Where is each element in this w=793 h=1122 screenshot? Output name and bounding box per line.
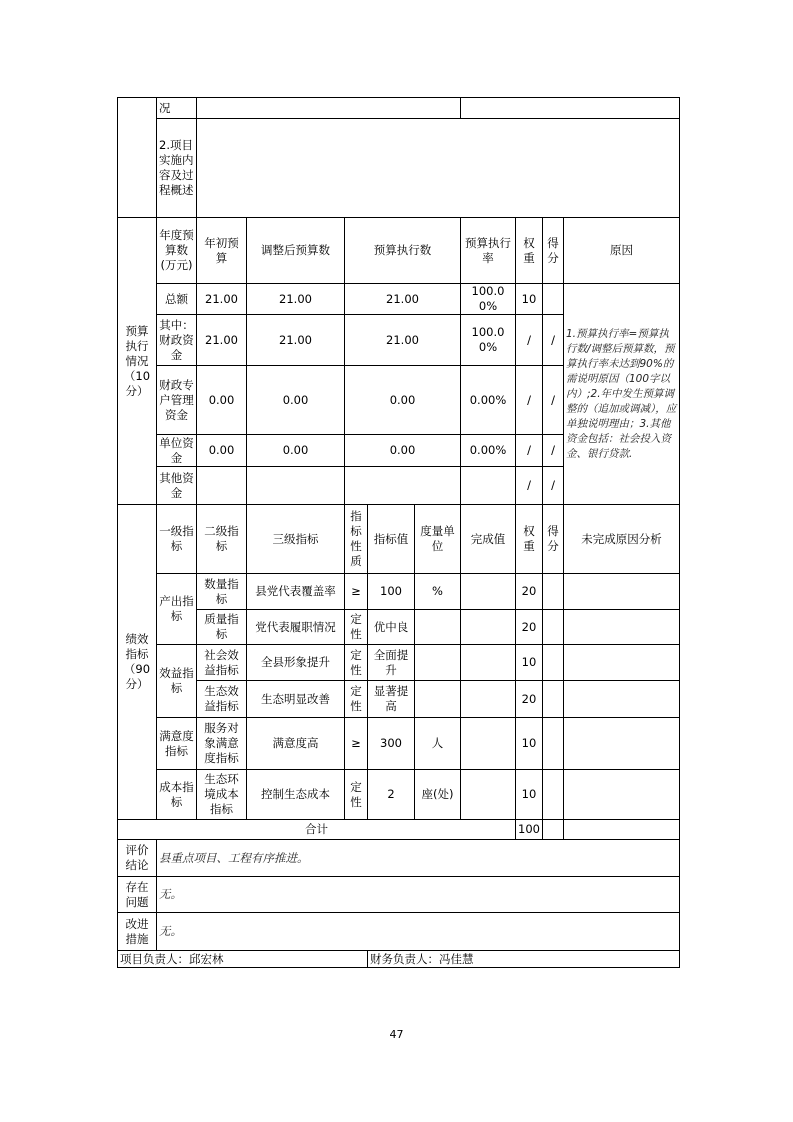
level2-indicator: 生态效益指标 <box>197 681 247 718</box>
weight: / <box>516 315 543 366</box>
reason <box>564 610 680 645</box>
level1-indicator: 产出指标 <box>157 574 197 645</box>
total-row <box>118 820 680 840</box>
executed-budget: 0.00 <box>345 366 461 435</box>
header-cell: 二级指标 <box>197 505 247 574</box>
score <box>543 718 564 770</box>
budget-row <box>118 284 680 315</box>
level3-indicator: 全县形象提升 <box>247 645 345 681</box>
header-cell: 原因 <box>564 218 680 284</box>
level2-indicator: 社会效益指标 <box>197 645 247 681</box>
adjusted-budget: 0.00 <box>247 366 345 435</box>
indicator-row <box>118 681 680 718</box>
level3-indicator: 控制生态成本 <box>247 770 345 820</box>
conclusion-label: 评价结论 <box>118 840 157 877</box>
level2-indicator: 质量指标 <box>197 610 247 645</box>
completion-value <box>461 574 516 610</box>
weight: 20 <box>516 610 543 645</box>
conclusion-text: 县重点项目、工程有序推进。 <box>157 840 680 877</box>
completion-value <box>461 681 516 718</box>
unit: 座(处) <box>415 770 461 820</box>
total-weight: 100 <box>516 820 543 840</box>
indicator-row <box>118 770 680 820</box>
indicator-nature: ≥ <box>345 574 368 610</box>
improvements-label: 改进措施 <box>118 913 157 951</box>
score <box>543 645 564 681</box>
indicator-value: 100 <box>368 574 415 610</box>
adjusted-budget: 21.00 <box>247 315 345 366</box>
row-label: 财政专户管理资金 <box>157 366 197 435</box>
executed-budget: 21.00 <box>345 284 461 315</box>
level3-indicator: 县党代表覆盖率 <box>247 574 345 610</box>
level2-indicator: 数量指标 <box>197 574 247 610</box>
implementation-content <box>197 119 680 218</box>
weight: 10 <box>516 645 543 681</box>
unit: 人 <box>415 718 461 770</box>
level1-indicator: 效益指标 <box>157 645 197 718</box>
header-cell: 指标性质 <box>345 505 368 574</box>
completion-value <box>461 770 516 820</box>
indicator-nature: 定性 <box>345 645 368 681</box>
weight: 20 <box>516 681 543 718</box>
page-number: 47 <box>389 1028 404 1041</box>
blank-cell <box>564 820 680 840</box>
level1-indicator: 满意度指标 <box>157 718 197 770</box>
weight: 20 <box>516 574 543 610</box>
score: / <box>543 467 564 505</box>
blank-cell <box>461 98 680 119</box>
row-label: 其他资金 <box>157 467 197 505</box>
execution-rate: 100.00% <box>461 284 516 315</box>
weight: 10 <box>516 770 543 820</box>
header-cell: 预算执行率 <box>461 218 516 284</box>
completion-value <box>461 645 516 681</box>
adjusted-budget: 0.00 <box>247 435 345 467</box>
problems-text: 无。 <box>157 877 680 913</box>
performance-section-label: 绩效指标（90分） <box>118 505 157 820</box>
reason <box>564 770 680 820</box>
header-cell: 权重 <box>516 218 543 284</box>
indicator-row <box>118 574 680 610</box>
header-cell: 一级指标 <box>157 505 197 574</box>
finance-lead: 财务负责人：冯佳慧 <box>368 951 680 968</box>
indicator-value: 2 <box>368 770 415 820</box>
executed-budget <box>345 467 461 505</box>
header-cell: 未完成原因分析 <box>564 505 680 574</box>
weight: / <box>516 366 543 435</box>
header-cell: 完成值 <box>461 505 516 574</box>
completion-value <box>461 718 516 770</box>
indicator-row <box>118 610 680 645</box>
improvements-text: 无。 <box>157 913 680 951</box>
weight: 10 <box>516 718 543 770</box>
execution-rate: 0.00% <box>461 366 516 435</box>
initial-budget <box>197 467 247 505</box>
unit <box>415 645 461 681</box>
header-cell: 调整后预算数 <box>247 218 345 284</box>
executed-budget: 0.00 <box>345 435 461 467</box>
unit <box>415 610 461 645</box>
budget-section-label: 预算执行情况（10分） <box>118 218 157 505</box>
indicator-nature: 定性 <box>345 610 368 645</box>
indicator-row <box>118 718 680 770</box>
indicator-value: 显著提高 <box>368 681 415 718</box>
header-cell: 预算执行数 <box>345 218 461 284</box>
header-cell: 年度预算数(万元) <box>157 218 197 284</box>
weight: / <box>516 435 543 467</box>
header-cell: 年初预算 <box>197 218 247 284</box>
score: / <box>543 315 564 366</box>
blank-cell <box>118 98 157 218</box>
reason <box>564 645 680 681</box>
blank-cell <box>197 98 461 119</box>
indicator-nature: ≥ <box>345 718 368 770</box>
initial-budget: 21.00 <box>197 315 247 366</box>
header-cell: 得分 <box>543 218 564 284</box>
score <box>543 681 564 718</box>
score <box>543 770 564 820</box>
indicator-nature: 定性 <box>345 681 368 718</box>
score: / <box>543 366 564 435</box>
header-cell: 指标值 <box>368 505 415 574</box>
problems-label: 存在问题 <box>118 877 157 913</box>
project-lead: 项目负责人：邱宏林 <box>118 951 368 968</box>
header-cell: 得分 <box>543 505 564 574</box>
row-label: 其中：财政资金 <box>157 315 197 366</box>
reason <box>564 681 680 718</box>
header-cell: 度量单位 <box>415 505 461 574</box>
execution-rate: 100.00% <box>461 315 516 366</box>
level2-indicator: 生态环境成本指标 <box>197 770 247 820</box>
execution-rate: 0.00% <box>461 435 516 467</box>
indicator-value: 300 <box>368 718 415 770</box>
level3-indicator: 满意度高 <box>247 718 345 770</box>
reason <box>564 718 680 770</box>
initial-budget: 0.00 <box>197 435 247 467</box>
executed-budget: 21.00 <box>345 315 461 366</box>
initial-budget: 0.00 <box>197 366 247 435</box>
header-cell: 权重 <box>516 505 543 574</box>
indicator-row <box>118 645 680 681</box>
indicator-value: 全面提升 <box>368 645 415 681</box>
indicator-value: 优中良 <box>368 610 415 645</box>
score <box>543 284 564 315</box>
total-label: 合计 <box>118 820 516 840</box>
unit: % <box>415 574 461 610</box>
header-cell: 三级指标 <box>247 505 345 574</box>
row-label: 2.项目实施内容及过程概述 <box>157 119 197 218</box>
level3-indicator: 生态明显改善 <box>247 681 345 718</box>
execution-rate <box>461 467 516 505</box>
level1-indicator: 成本指标 <box>157 770 197 820</box>
weight: / <box>516 467 543 505</box>
score: / <box>543 435 564 467</box>
level2-indicator: 服务对象满意度指标 <box>197 718 247 770</box>
indicator-nature: 定性 <box>345 770 368 820</box>
budget-note: 1.预算执行率=预算执行数/调整后预算数，预算执行率未达到90%的需说明原因（100字以内）;2.年中发生预算调整的（追加或调减），应单独说明理由；3.其他资金包括：社会投入资金、银行贷款. <box>564 284 680 505</box>
reason <box>564 574 680 610</box>
adjusted-budget: 21.00 <box>247 284 345 315</box>
adjusted-budget <box>247 467 345 505</box>
unit <box>415 681 461 718</box>
score <box>543 610 564 645</box>
total-score <box>543 820 564 840</box>
weight: 10 <box>516 284 543 315</box>
level3-indicator: 党代表履职情况 <box>247 610 345 645</box>
score <box>543 574 564 610</box>
performance-evaluation-table <box>117 97 680 968</box>
completion-value <box>461 610 516 645</box>
initial-budget: 21.00 <box>197 284 247 315</box>
row-label: 况 <box>157 98 197 119</box>
row-label: 总额 <box>157 284 197 315</box>
row-label: 单位资金 <box>157 435 197 467</box>
